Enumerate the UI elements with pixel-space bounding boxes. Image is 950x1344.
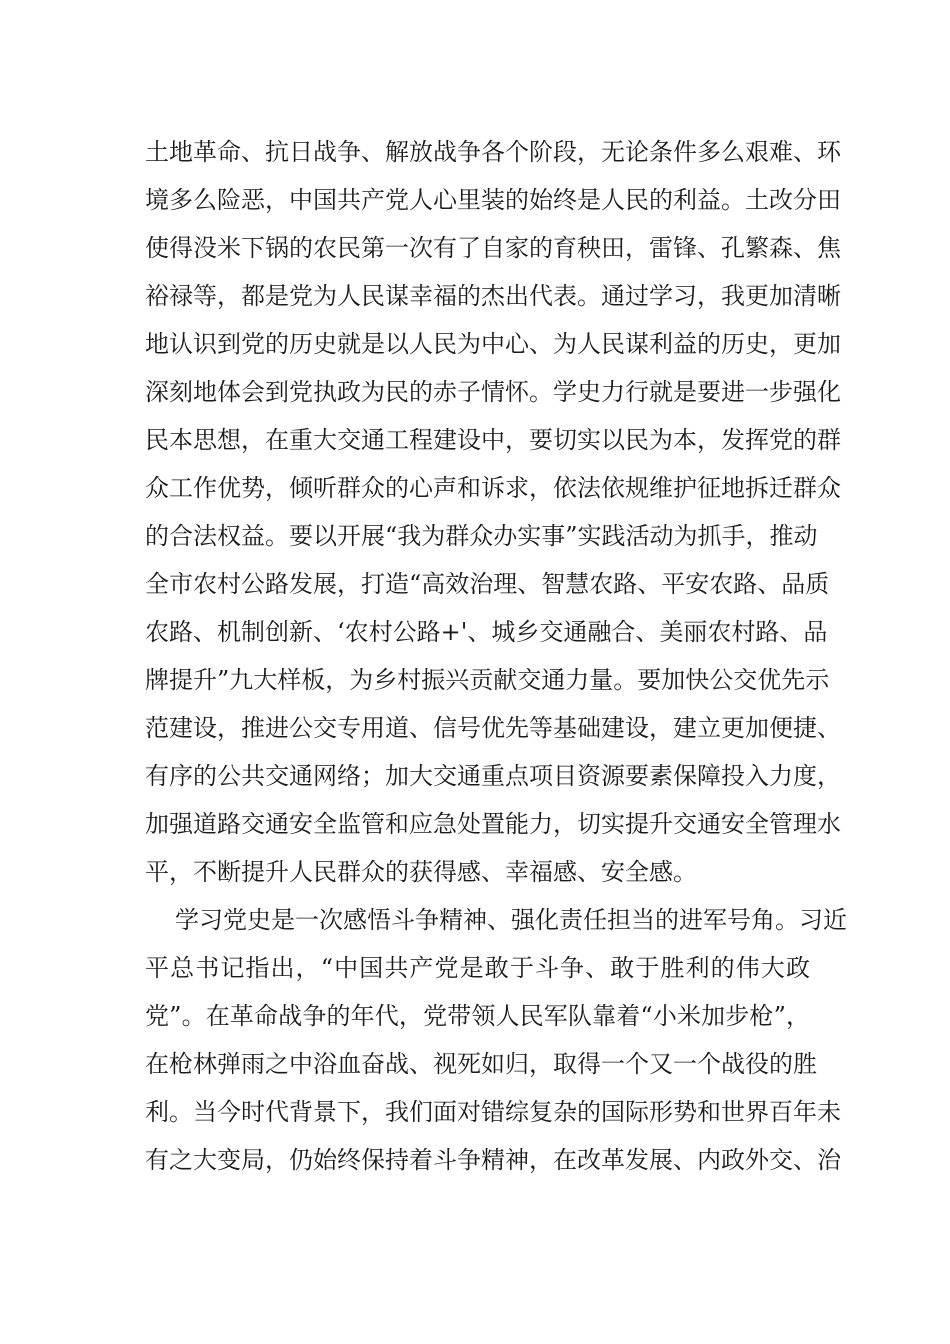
text-line: 党”。在革命战争的年代，党带领人民军队靠着“小米加步枪”，: [145, 1002, 810, 1030]
text-line: 范建设，推进公交专用道、信号优先等基础建设，建立更加便捷、: [145, 714, 841, 742]
text-line: 有之大变局，仍始终保持着斗争精神，在改革发展、内政外交、治: [145, 1146, 841, 1174]
text-line: 加强道路交通安全监管和应急处置能力，切实提升交通安全管理水: [145, 810, 841, 838]
paragraph-2: [145, 896, 847, 1184]
text-line: 农路、机制创新、‘农村公路+'、城乡交通融合、美丽农村路、品: [145, 618, 828, 646]
text-line: 全市农村公路发展，打造“高效治理、智慧农路、平安农路、品质: [145, 570, 830, 598]
text-line: 深刻地体会到党执政为民的赤子情怀。学史力行就是要进一步强化: [145, 378, 841, 406]
text-line: 众工作优势，倾听群众的心声和诉求，依法依规维护征地拆迁群众: [145, 474, 841, 502]
body-text: [145, 128, 847, 1184]
text-line: 裕禄等，都是党为人民谋幸福的杰出代表。通过学习，我更加清晰: [145, 282, 841, 310]
text-line: 利。当今时代背景下，我们面对错综复杂的国际形势和世界百年未: [145, 1098, 841, 1126]
text-line: 土地革命、抗日战争、解放战争各个阶段，无论条件多么艰难、环: [145, 138, 841, 166]
text-line: 境多么险恶，中国共产党人心里装的始终是人民的利益。土改分田: [145, 186, 841, 214]
text-line: 民本思想，在重大交通工程建设中，要切实以民为本，发挥党的群: [145, 426, 841, 454]
text-line: 学习党史是一次感悟斗争精神、强化责任担当的进军号角。习近: [175, 906, 847, 934]
text-line: 平总书记指出，“中国共产党是敢于斗争、敢于胜利的伟大政: [145, 954, 810, 982]
paragraph-1: [145, 128, 841, 896]
text-line: 使得没米下锅的农民第一次有了自家的育秧田，雷锋、孔繁森、焦: [145, 234, 841, 262]
text-line: 在枪林弹雨之中浴血奋战、视死如归，取得一个又一个战役的胜: [145, 1050, 817, 1078]
text-line: 的合法权益。要以开展“我为群众办实事”实践活动为抓手，推动: [145, 522, 818, 550]
text-line: 平，不断提升人民群众的获得感、幸福感、安全感。: [145, 858, 697, 886]
text-line: 地认识到党的历史就是以人民为中心、为人民谋利益的历史，更加: [145, 330, 841, 358]
text-line: 牌提升”九大样板，为乡村振兴贡献交通力量。要加快公交优先示: [145, 666, 830, 694]
text-line: 有序的公共交通网络；加大交通重点项目资源要素保障投入力度，: [145, 762, 841, 790]
